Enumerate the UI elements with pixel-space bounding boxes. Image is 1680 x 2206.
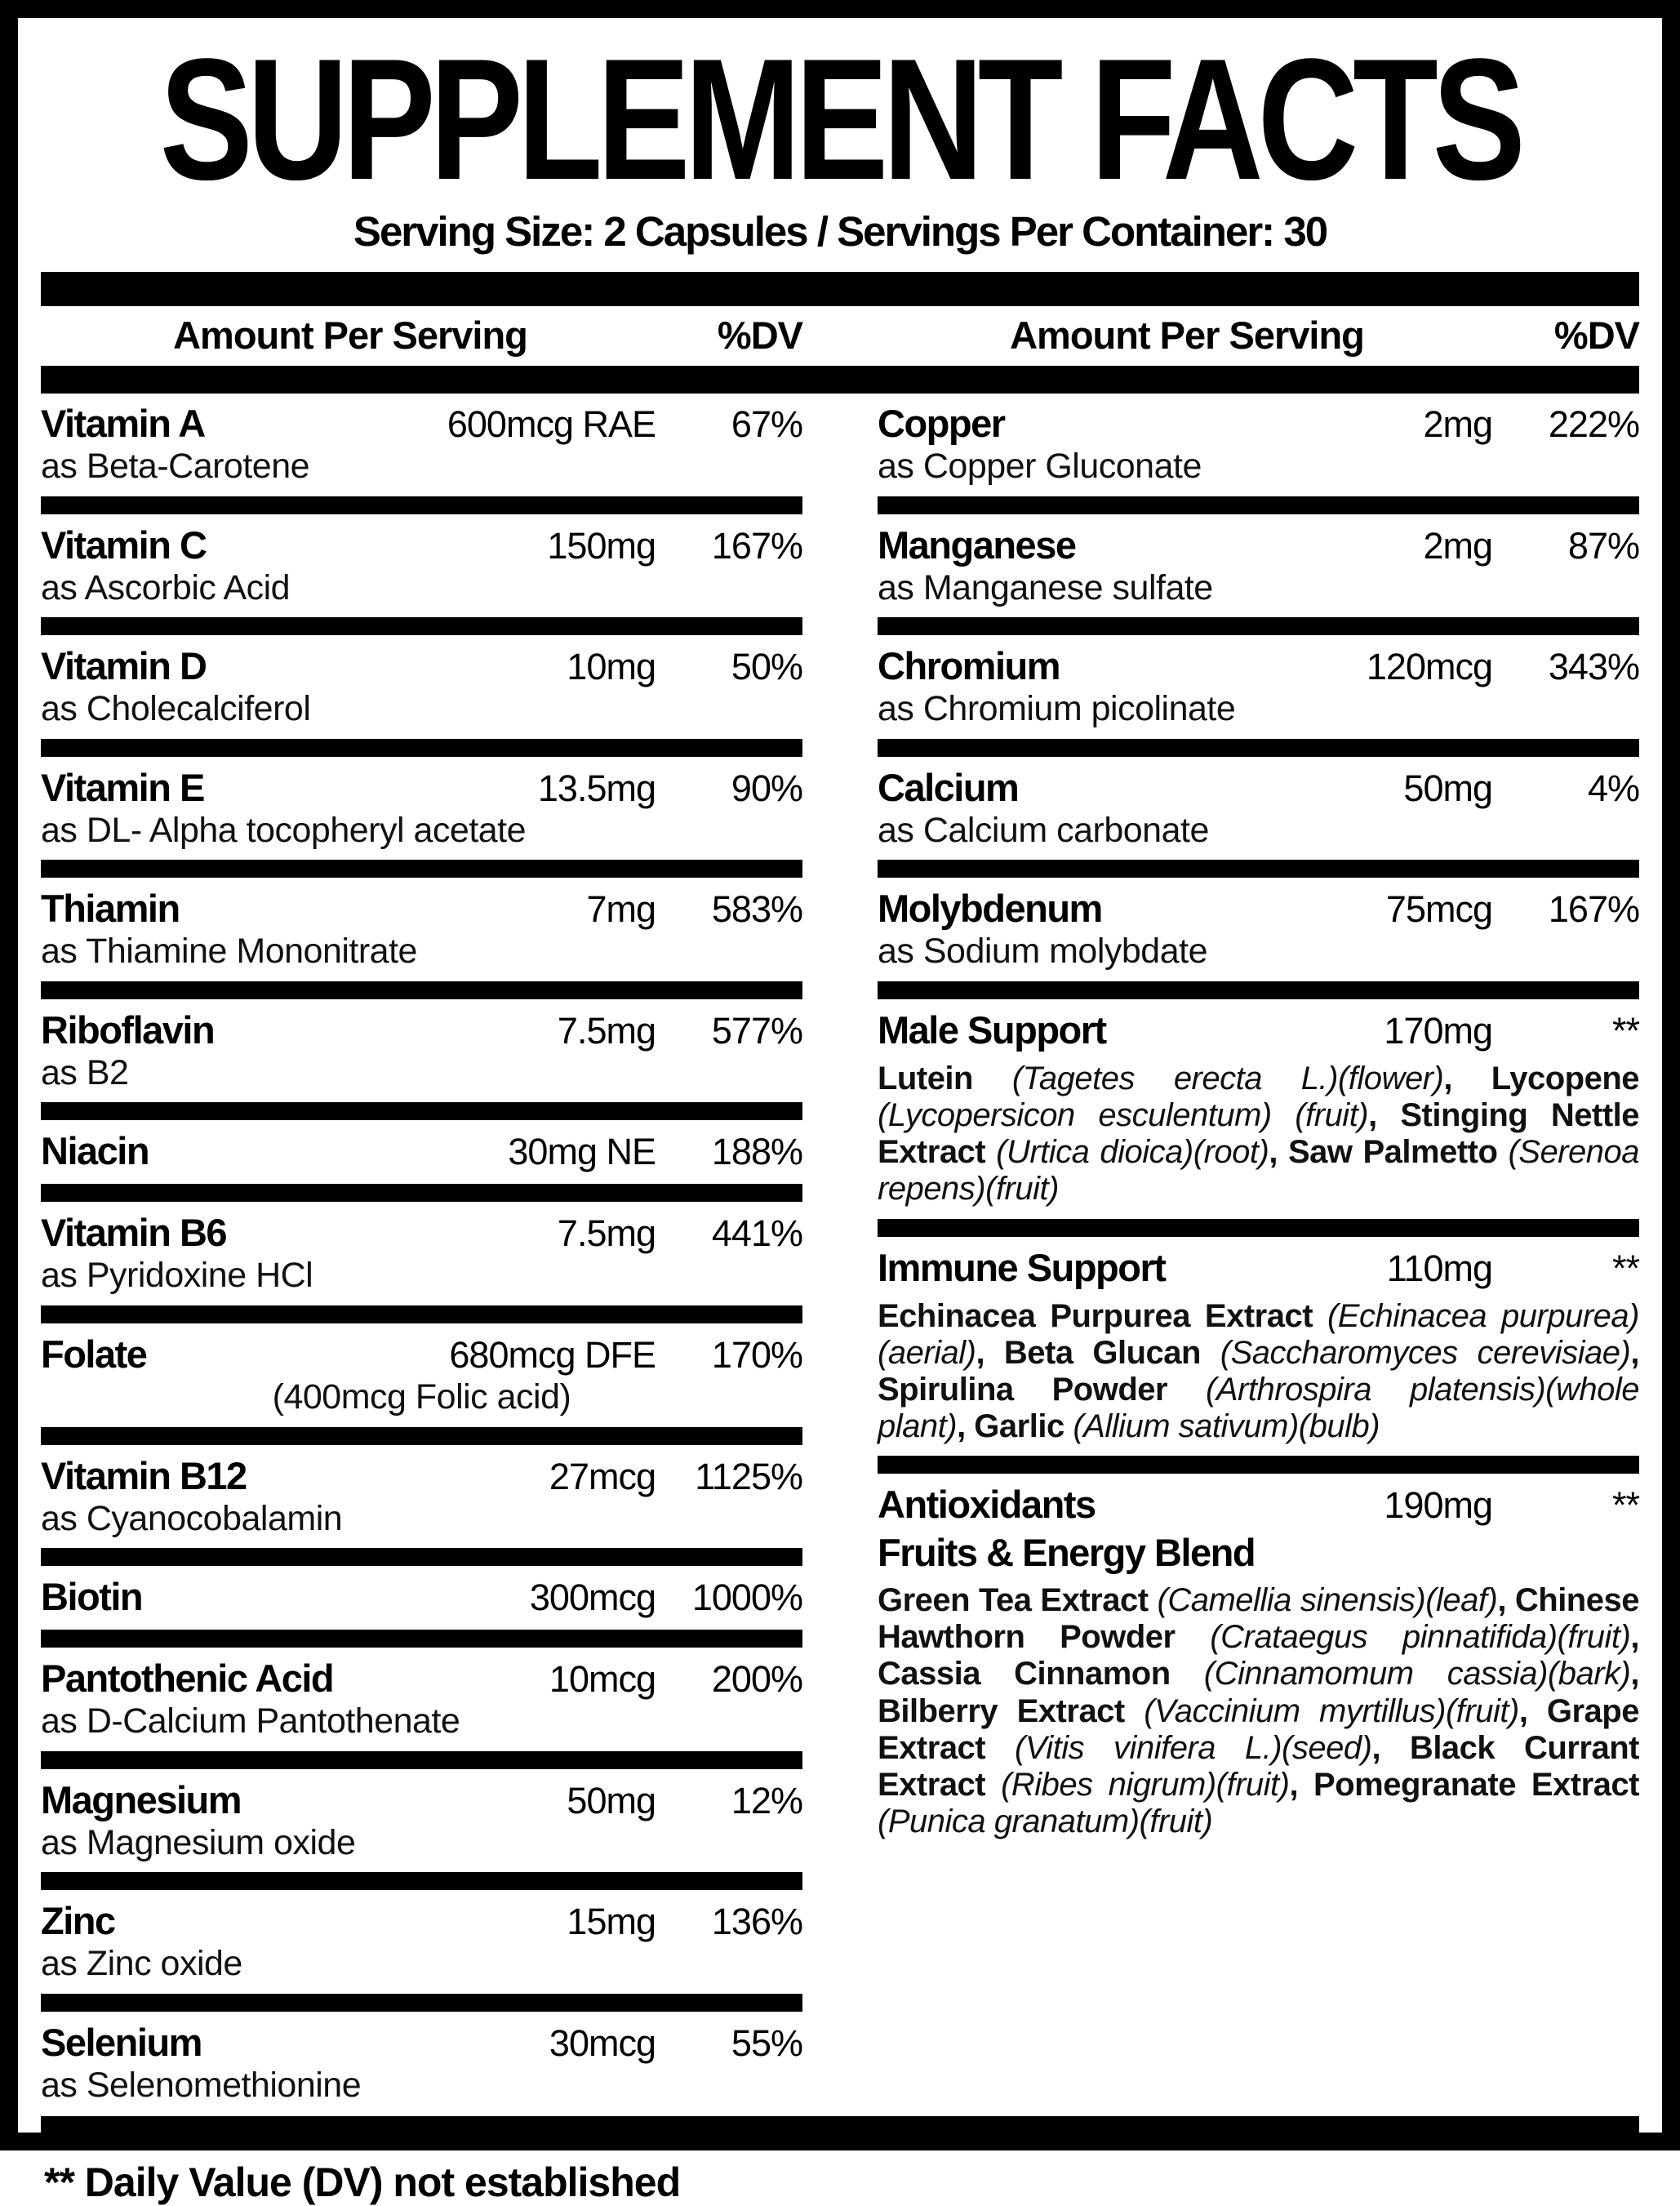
row-divider bbox=[878, 739, 1639, 757]
daily-value-footnote: ** Daily Value (DV) not established bbox=[44, 2159, 681, 2205]
nutrient-dv: 90% bbox=[731, 767, 802, 809]
nutrient-row-manganese bbox=[878, 522, 1639, 611]
column-header-row bbox=[41, 306, 1639, 366]
blend-amount: 190mg bbox=[1384, 1484, 1492, 1527]
blend-row-immune-support bbox=[878, 1244, 1639, 1449]
serving-size-line: Serving Size: 2 Capsules / Servings Per Container: 30 bbox=[353, 208, 1327, 255]
nutrient-amount: 300mcg bbox=[529, 1577, 656, 1619]
row-divider bbox=[41, 1184, 802, 1202]
nutrient-name: Riboflavin bbox=[41, 1007, 215, 1052]
nutrient-dv: 87% bbox=[1567, 524, 1639, 567]
nutrient-dv: 136% bbox=[711, 1901, 802, 1943]
nutrient-dv: 167% bbox=[1548, 888, 1639, 931]
blend-subheading: Fruits & Energy Blend bbox=[878, 1531, 1256, 1575]
nutrient-row-thiamin bbox=[41, 885, 802, 974]
row-divider bbox=[41, 496, 802, 514]
nutrient-dv: 12% bbox=[731, 1779, 802, 1821]
blend-ingredients: Green Tea Extract (Camellia sinensis)(leaf), Chinese Hawthorn Powder (Crataegus pinnatifida)(fruit), Cassia Cinnamon (Cinnamomum cassia)(bark), Bilberry Extract (Vaccinium myrtillus)(fruit), Grape Extract (Vitis vinifera L.)(seed), Black Currant Extract (Ribes nigrum)(fruit), Pomegranate Extract (Punica granatum)(fruit) bbox=[878, 1582, 1639, 1840]
nutrient-name: Selenium bbox=[41, 2020, 202, 2064]
left-column bbox=[41, 400, 802, 2108]
nutrient-dv: 441% bbox=[711, 1212, 802, 1255]
blend-amount: 170mg bbox=[1384, 1009, 1492, 1052]
nutrient-name: Chromium bbox=[878, 644, 1060, 688]
nutrient-amount: 10mg bbox=[567, 646, 656, 688]
row-divider bbox=[41, 1427, 802, 1445]
nutrient-amount: 7.5mg bbox=[557, 1212, 656, 1255]
nutrient-row-molybdenum bbox=[878, 885, 1639, 974]
nutrient-dv: 200% bbox=[711, 1658, 802, 1701]
nutrient-name: Vitamin B12 bbox=[41, 1453, 247, 1497]
nutrient-amount: 120mcg bbox=[1366, 646, 1492, 688]
nutrient-amount: 2mg bbox=[1423, 403, 1492, 445]
row-divider bbox=[878, 496, 1639, 514]
row-divider bbox=[41, 1994, 802, 2012]
nutrient-dv: 1000% bbox=[691, 1577, 802, 1619]
nutrient-row-niacin bbox=[41, 1127, 802, 1176]
nutrient-form: as Selenomethionine bbox=[41, 2065, 362, 2105]
nutrient-row-copper bbox=[878, 400, 1639, 489]
row-divider bbox=[878, 1219, 1639, 1237]
nutrient-row-magnesium bbox=[41, 1777, 802, 1866]
nutrient-name: Thiamin bbox=[41, 887, 180, 931]
nutrient-name: Zinc bbox=[41, 1899, 115, 1943]
row-divider bbox=[41, 617, 802, 635]
blend-ingredients: Lutein (Tagetes erecta L.)(flower), Lycopene (Lycopersicon esculentum) (fruit), Stinging Nettle Extract (Urtica dioica)(root), Saw Palmetto (Serenoa repens)(fruit) bbox=[878, 1060, 1640, 1208]
nutrient-form: as Beta-Carotene bbox=[41, 447, 310, 486]
row-divider bbox=[41, 1630, 802, 1648]
nutrient-dv: 188% bbox=[711, 1131, 802, 1173]
nutrient-form: as B2 bbox=[41, 1052, 129, 1092]
nutrient-dv: 50% bbox=[731, 646, 802, 688]
nutrient-name: Copper bbox=[878, 402, 1005, 445]
blend-row-antioxidants bbox=[878, 1481, 1639, 1844]
left-column-header bbox=[41, 313, 802, 358]
row-divider bbox=[41, 1305, 802, 1323]
nutrient-form: as D-Calcium Pantothenate bbox=[41, 1701, 460, 1741]
nutrient-dv: 577% bbox=[711, 1009, 802, 1052]
nutrient-row-calcium bbox=[878, 764, 1639, 853]
nutrient-amount: 75mcg bbox=[1385, 888, 1492, 931]
nutrient-row-riboflavin bbox=[41, 1007, 802, 1096]
blend-row-male-support bbox=[878, 1007, 1639, 1212]
nutrient-row-pantothenic-acid bbox=[41, 1655, 802, 1744]
row-divider bbox=[41, 739, 802, 757]
footer-bar bbox=[41, 2116, 1639, 2146]
nutrient-row-vitamin-a bbox=[41, 400, 802, 489]
nutrient-dv: 583% bbox=[711, 888, 802, 931]
blend-dv: ** bbox=[1611, 1247, 1639, 1289]
nutrient-amount: 50mg bbox=[1403, 767, 1492, 809]
nutrient-amount: 600mcg RAE bbox=[447, 403, 656, 445]
nutrient-name: Molybdenum bbox=[878, 887, 1102, 931]
nutrient-row-vitamin-b12 bbox=[41, 1452, 802, 1541]
blend-ingredients: Echinacea Purpurea Extract (Echinacea purpurea)(aerial), Beta Glucan (Saccharomyces cerevisiae), Spirulina Powder (Arthrospira platensis)(whole plant), Garlic (Allium sativum)(bulb) bbox=[878, 1297, 1639, 1445]
nutrient-amount: 13.5mg bbox=[537, 767, 656, 809]
page-title: SUPPLEMENT FACTS bbox=[159, 22, 1521, 216]
nutrient-amount: 30mg NE bbox=[508, 1131, 656, 1173]
nutrient-form: as Pyridoxine HCl bbox=[41, 1256, 313, 1296]
nutrient-name: Calcium bbox=[878, 765, 1019, 809]
nutrient-amount: 7mg bbox=[586, 888, 656, 931]
row-divider bbox=[878, 1456, 1639, 1474]
nutrient-row-zinc bbox=[41, 1897, 802, 1986]
nutrient-row-chromium bbox=[878, 643, 1639, 732]
row-divider bbox=[878, 860, 1639, 878]
row-divider bbox=[41, 1102, 802, 1120]
nutrient-dv: 55% bbox=[731, 2021, 802, 2064]
nutrient-form: as DL- Alpha tocopheryl acetate bbox=[41, 810, 527, 850]
right-column-header bbox=[878, 313, 1639, 358]
nutrient-form: as Cyanocobalamin bbox=[41, 1498, 343, 1538]
amount-per-serving-header: Amount Per Serving bbox=[173, 314, 527, 357]
nutrient-columns bbox=[41, 400, 1639, 2108]
nutrient-form: as Cholecalciferol bbox=[41, 689, 311, 729]
nutrient-name: Vitamin C bbox=[41, 523, 207, 567]
row-divider bbox=[41, 1751, 802, 1769]
blend-name: Antioxidants bbox=[878, 1483, 1096, 1527]
nutrient-dv: 4% bbox=[1587, 767, 1639, 809]
nutrient-dv: 222% bbox=[1548, 403, 1639, 445]
nutrient-row-vitamin-e bbox=[41, 764, 802, 853]
nutrient-form: as Manganese sulfate bbox=[878, 567, 1213, 607]
nutrient-name: Magnesium bbox=[41, 1777, 242, 1821]
nutrient-name: Biotin bbox=[41, 1575, 143, 1619]
nutrient-form: as Zinc oxide bbox=[41, 1944, 242, 1984]
dv-header: %DV bbox=[1553, 314, 1639, 357]
nutrient-form: (400mcg Folic acid) bbox=[272, 1377, 571, 1417]
nutrient-amount: 50mg bbox=[567, 1779, 656, 1821]
row-divider bbox=[41, 981, 802, 999]
nutrient-amount: 10mcg bbox=[549, 1658, 656, 1701]
row-divider bbox=[878, 981, 1639, 999]
nutrient-row-vitamin-b6 bbox=[41, 1209, 802, 1298]
nutrient-form: as Thiamine Mononitrate bbox=[41, 932, 417, 972]
blend-name: Male Support bbox=[878, 1007, 1106, 1052]
blend-name: Immune Support bbox=[878, 1245, 1166, 1289]
nutrient-form: as Magnesium oxide bbox=[41, 1822, 356, 1862]
nutrient-name: Niacin bbox=[41, 1129, 149, 1173]
label-inner bbox=[18, 18, 1662, 2206]
nutrient-dv: 167% bbox=[711, 524, 802, 567]
row-divider bbox=[41, 860, 802, 878]
blend-dv: ** bbox=[1611, 1009, 1639, 1052]
nutrient-form: as Copper Gluconate bbox=[878, 447, 1202, 486]
nutrient-row-biotin bbox=[41, 1573, 802, 1622]
nutrient-name: Vitamin A bbox=[41, 402, 205, 445]
amount-per-serving-header: Amount Per Serving bbox=[1010, 314, 1364, 357]
right-column bbox=[878, 400, 1639, 1844]
header-top-bar bbox=[41, 272, 1639, 306]
nutrient-amount: 680mcg DFE bbox=[449, 1334, 656, 1377]
row-divider bbox=[41, 1872, 802, 1890]
nutrient-name: Pantothenic Acid bbox=[41, 1657, 334, 1701]
row-divider bbox=[41, 1548, 802, 1566]
nutrient-dv: 1125% bbox=[695, 1455, 802, 1497]
nutrient-row-selenium bbox=[41, 2019, 802, 2108]
nutrient-row-folate bbox=[41, 1331, 802, 1420]
header-bottom-bar bbox=[41, 366, 1639, 394]
nutrient-amount: 150mg bbox=[547, 524, 656, 567]
nutrient-form: as Ascorbic Acid bbox=[41, 567, 291, 607]
nutrient-name: Folate bbox=[41, 1332, 147, 1377]
nutrient-amount: 27mcg bbox=[549, 1455, 656, 1497]
nutrient-row-vitamin-c bbox=[41, 522, 802, 611]
blend-dv: ** bbox=[1611, 1484, 1639, 1527]
nutrient-dv: 170% bbox=[711, 1334, 802, 1377]
blend-amount: 110mg bbox=[1386, 1247, 1492, 1289]
nutrient-amount: 7.5mg bbox=[557, 1009, 656, 1052]
nutrient-name: Vitamin E bbox=[41, 765, 204, 809]
nutrient-row-vitamin-d bbox=[41, 643, 802, 732]
nutrient-amount: 30mcg bbox=[549, 2021, 656, 2064]
nutrient-form: as Sodium molybdate bbox=[878, 932, 1207, 972]
nutrient-dv: 67% bbox=[731, 403, 802, 445]
dv-header: %DV bbox=[717, 314, 802, 357]
title-wrap bbox=[41, 22, 1639, 216]
nutrient-amount: 2mg bbox=[1423, 524, 1492, 567]
nutrient-amount: 15mg bbox=[567, 1901, 656, 1943]
nutrient-name: Manganese bbox=[878, 523, 1076, 567]
nutrient-name: Vitamin B6 bbox=[41, 1211, 227, 1255]
nutrient-dv: 343% bbox=[1548, 646, 1639, 688]
row-divider bbox=[878, 617, 1639, 635]
nutrient-name: Vitamin D bbox=[41, 644, 207, 688]
nutrient-form: as Calcium carbonate bbox=[878, 810, 1209, 850]
nutrient-form: as Chromium picolinate bbox=[878, 689, 1236, 729]
